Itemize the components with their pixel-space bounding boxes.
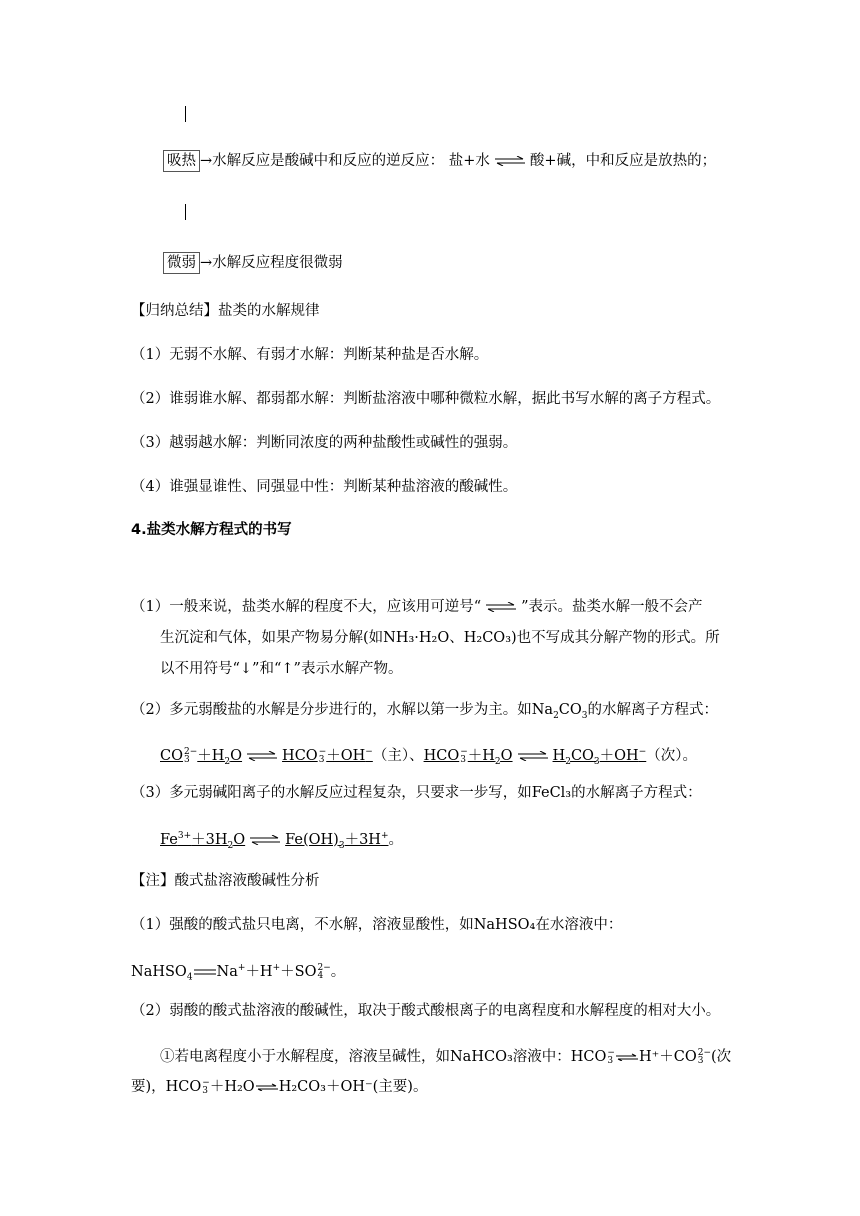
- weak-box: 微弱: [163, 252, 200, 274]
- para-1-line-2: 生沉淀和气体，如果产物易分解(如NH₃·H₂O、H₂CO₃)也不写成其分解产物的形式。所: [160, 630, 720, 646]
- note-3-line-1: ①若电离程度小于水解程度，溶液呈碱性，如NaHCO₃溶液中：HCO − 3 H⁺＋CO 2− 3 (次: [160, 1048, 732, 1066]
- reversible-arrow-icon: [486, 602, 516, 612]
- eq2-end: 。: [388, 831, 403, 848]
- n3-text-b: H⁺＋CO: [638, 1049, 697, 1065]
- eq1-step1: CO 2− 3 $+H_2O$ HCO − 3 ＋OH−: [160, 746, 373, 767]
- eq1-main-label: （主）、: [372, 747, 424, 764]
- eq1-step2: HCO − 3 $+H_2O$ $H_2CO_3+OH^-$: [423, 746, 647, 767]
- rule-4: （4）谁强显谁性、同强显中性：判断某种盐溶液的酸碱性。: [131, 479, 518, 495]
- endothermic-row: [163, 150, 716, 172]
- para-2-text-a: （2）多元弱酸盐的水解是分步进行的，水解以第一步为主。如Na: [131, 702, 554, 718]
- para-1-text-a: （1）一般来说，盐类水解的程度不大，应该用可逆号“: [131, 599, 482, 615]
- reversible-arrow-icon: [495, 156, 525, 166]
- para-1-text-b: ”表示。盐类水解一般不会产: [521, 599, 703, 615]
- note-2: （2）弱酸的酸式盐溶液的酸碱性，取决于酸式酸根离子的电离程度和水解程度的相对大小。: [131, 1003, 721, 1019]
- rule-1: （1）无弱不水解、有弱才水解：判断某种盐是否水解。: [131, 347, 489, 363]
- endothermic-text: →水解反应是酸碱中和反应的逆反应： 盐+水: [200, 153, 490, 169]
- weak-row: [163, 252, 343, 274]
- endothermic-text-2: 酸+碱，中和反应是放热的；: [529, 153, 717, 169]
- rule-2: （2）谁弱谁水解、都弱都水解：判断盐溶液中哪种微粒水解，据此书写水解的离子方程式。: [131, 391, 721, 407]
- para-3: （3）多元弱碱阳离子的水解反应过程复杂，只要求一步写，如FeCl₃的水解离子方程式：: [131, 785, 702, 801]
- n3-line2-b: ＋H₂O: [209, 1079, 255, 1095]
- note-1-equation: NaHSO$_4$ Na+＋H+＋SO 2− 4 。: [131, 962, 346, 983]
- para-1-line-1: [131, 597, 703, 617]
- note-heading: 【注】酸式盐溶液酸碱性分析: [131, 873, 320, 889]
- n3-line2-a: 要)，HCO: [131, 1079, 202, 1095]
- n3-text-a: ①若电离程度小于水解程度，溶液呈碱性，如NaHCO₃溶液中：HCO: [160, 1049, 607, 1065]
- weak-text: →水解反应程度很微弱: [200, 255, 343, 271]
- tree-connector-2: [185, 204, 186, 220]
- equation-1: [160, 742, 697, 772]
- para-2-text-b: CO: [558, 702, 582, 718]
- n3-line2-c: H₂CO₃＋OH⁻(主要)。: [278, 1079, 428, 1095]
- para-2-text-c: 的水解离子方程式：: [587, 702, 719, 718]
- summary-heading: 【归纳总结】盐类的水解规律: [131, 303, 320, 319]
- endothermic-box: 吸热: [163, 150, 200, 172]
- rule-3: （3）越弱越水解：判断同浓度的两种盐酸性或碱性的强弱。: [131, 435, 518, 451]
- eq1-second-label: （次）。: [646, 747, 697, 764]
- eq2-body: $Fe^{3+}+3H_2O$ $Fe(OH)_3+3H^+$: [160, 831, 389, 851]
- equation-2: [160, 826, 403, 856]
- section-title: 4.盐类水解方程式的书写: [131, 522, 292, 538]
- tree-connector: [185, 106, 186, 122]
- n1-eq-end: 。: [330, 963, 346, 980]
- para-2: （2）多元弱酸盐的水解是分步进行的，水解以第一步为主。如$Na_2CO_3$的水解离子方程式：: [131, 702, 719, 721]
- note-1: （1）强酸的酸式盐只电离，不水解，溶液显酸性，如NaHSO₄在水溶液中：: [131, 917, 623, 933]
- note-3-line-2: 要)，HCO − 3 ＋H₂O H₂CO₃＋OH⁻(主要)。: [131, 1078, 428, 1096]
- para-1-line-3: 以不用符号“↓”和“↑”表示水解产物。: [160, 661, 403, 677]
- n3-text-c: (次: [711, 1049, 732, 1065]
